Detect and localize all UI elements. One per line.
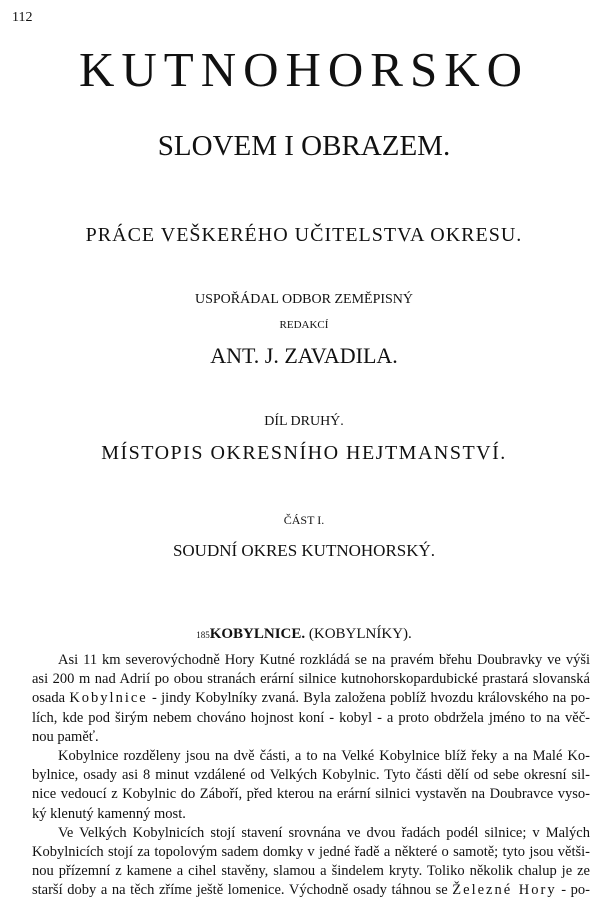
editor-label: REDAKCÍ bbox=[279, 319, 329, 331]
part-label: DÍL DRUHÝ. bbox=[264, 414, 344, 429]
text-line: nice vedoucí z Kobylnic do Záboří, před kterou na erární silnici vystavěn na Doubravce vyso- bbox=[32, 786, 590, 803]
district-title: SOUDNÍ OKRES KUTNOHORSKÝ. bbox=[172, 541, 436, 560]
text-line: Asi 11 km severovýchodně Hory Kutné rozkládá se na pravém břehu Doubravky ve výši bbox=[58, 652, 590, 668]
text-line bbox=[32, 881, 590, 900]
text-fragment: starší doby a na těch zříme ještě lomenice. Východně osady táhnou se bbox=[32, 882, 453, 899]
text-line: Kobylnicích stojí za topolovým sadem domky v jedné řadě a některé o samotě; tyto jsou větši- bbox=[32, 843, 590, 860]
text-fragment: - jindy Kobylníky zvaná. Byla založena poblíž hvozdu královského na po- bbox=[147, 690, 590, 707]
text-line: bylnice, osady asi 8 minut vzdálené od Velkých Kobylnic. Tyto části dělí od sebe okresní sil- bbox=[32, 767, 590, 784]
text-line: Ve Velkých Kobylnicích stojí stavení srovnána ve dvou řadách podél silnice; v Malých bbox=[58, 824, 590, 841]
book-title: KUTNOHORSKO bbox=[79, 42, 529, 97]
text-fragment: - po- bbox=[556, 882, 590, 899]
entry-alt-name: (KOBYLNÍKY). bbox=[305, 626, 412, 642]
text-line: ký klenutý kamenný most. bbox=[32, 805, 186, 822]
text-line: lích, kde pod širým nebem chováno hojnost koní - kobyl - a proto obdržela jméno to na věč- bbox=[32, 709, 590, 726]
spaced-place-name: Železné Hory bbox=[452, 882, 557, 899]
text-line bbox=[32, 689, 590, 708]
spaced-place-name: Kobylnice bbox=[69, 690, 148, 707]
entry-ref-number: 185 bbox=[196, 630, 210, 640]
entry-heading bbox=[0, 624, 608, 645]
page-number: 112 bbox=[12, 10, 33, 25]
body-text bbox=[32, 651, 590, 900]
arranged-by: USPOŘÁDAL ODBOR ZEMĚPISNÝ bbox=[194, 292, 414, 307]
chapter-label: ČÁST I. bbox=[283, 513, 325, 527]
text-line: nou paměť. bbox=[32, 728, 99, 745]
text-line: nou přízemní z kamene a cihel stavěny, slamou a šindelem kryty. Toliko několik chalup je ze bbox=[32, 863, 590, 880]
section-title: MÍSTOPIS OKRESNÍHO HEJTMANSTVÍ. bbox=[101, 442, 507, 464]
entry-name: KOBYLNICE. bbox=[209, 626, 306, 642]
text-line: asi 200 m nad Adrií po obou stranách erární silnice kutnohorskopardubické prastará slovanská bbox=[32, 671, 590, 688]
text-line: Kobylnice rozděleny jsou na dvě části, a to na Velké Kobylnice blíž řeky a na Malé Ko- bbox=[58, 747, 590, 764]
work-description: PRÁCE VEŠKERÉHO UČITELSTVA OKRESU. bbox=[85, 224, 523, 246]
book-subtitle: SLOVEM I OBRAZEM. bbox=[157, 130, 451, 162]
text-fragment: osada bbox=[32, 690, 70, 707]
editor-name: ANT. J. ZAVADILA. bbox=[210, 343, 398, 368]
